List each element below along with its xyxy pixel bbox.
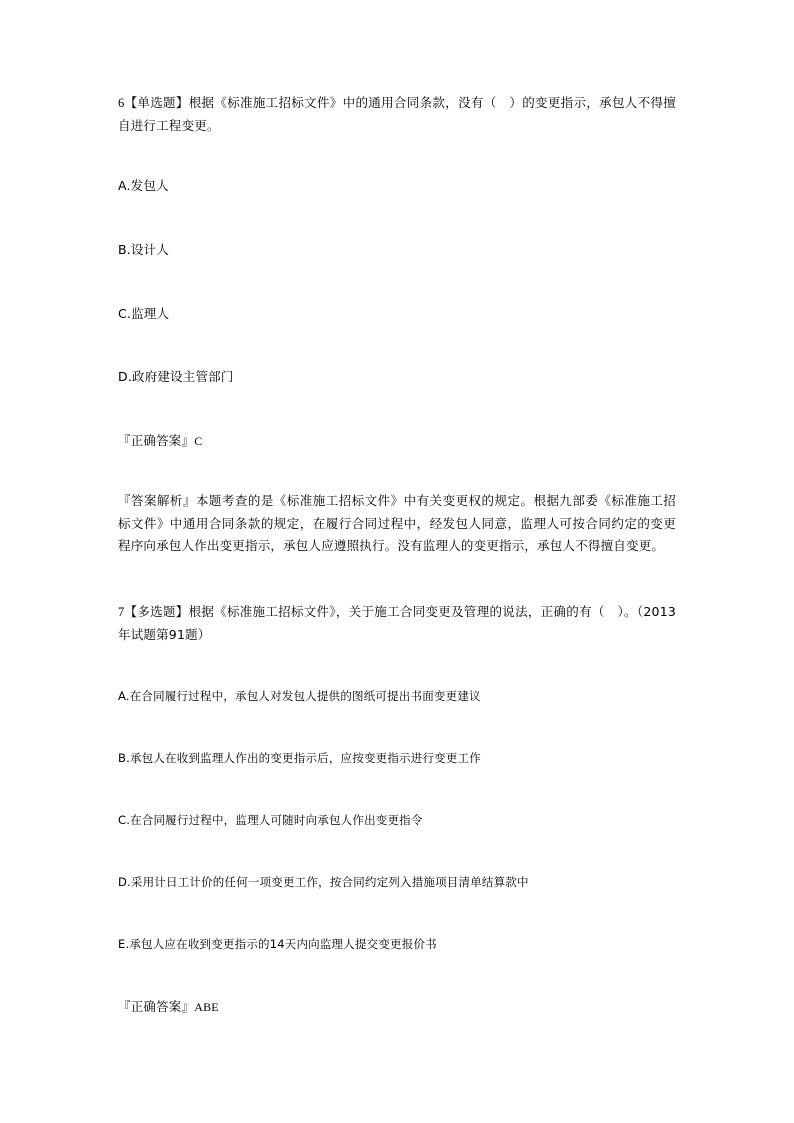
question-6-answer [118, 430, 676, 452]
question-7-option-d[interactable]: D.采用计日工计价的任何一项变更工作，按合同约定列入措施项目清单结算款中 [118, 875, 529, 890]
document-body [118, 92, 676, 1018]
question-6-answer-label: 『正确答案』 [118, 433, 195, 449]
question-7-option-c[interactable]: C.在合同履行过程中，监理人可随时向承包人作出变更指令 [118, 813, 423, 827]
question-6-answer-value: C [194, 434, 203, 449]
question-6-analysis [118, 490, 676, 557]
question-7-answer-value: ABE [194, 1000, 219, 1015]
question-6-number: 6 [118, 96, 125, 110]
question-6-text: 根据《标准施工招标文件》中的通用合同条款，没有（ ）的变更指示，承包人不得擅自进行工程变更。 [118, 95, 676, 133]
question-6-analysis-label: 『答案解析』 [118, 493, 196, 509]
question-7-answer-label: 『正确答案』 [118, 999, 195, 1015]
question-7-type: 【多选题】 [124, 604, 189, 619]
question-6-option-c[interactable]: C.监理人 [118, 305, 170, 321]
question-6-option-d[interactable]: D.政府建设主管部门 [118, 369, 234, 385]
question-7-text: 根据《标准施工招标文件》，关于施工合同变更及管理的说法，正确的有（ ）。（2013年试题第91题） [118, 604, 676, 642]
question-7-answer [118, 996, 676, 1018]
question-6-analysis-text: 本题考查的是《标准施工招标文件》中有关变更权的规定。根据九部委《标准施工招标文件》中通用合同条款的规定，在履行合同过程中，经发包人同意，监理人可按合同约定的变更程序向承包人作出变更指示，承包人应遵照执行。没有监理人的变更指示，承包人不得擅自变更。 [118, 493, 676, 553]
question-7-option-a[interactable]: A.在合同履行过程中，承包人对发包人提供的图纸可提出书面变更建议 [118, 688, 481, 703]
question-6-type: 【单选题】 [124, 95, 189, 110]
question-7-option-e[interactable]: E.承包人应在收到变更指示的14天内向监理人提交变更报价书 [118, 937, 437, 952]
question-6-option-a[interactable]: A.发包人 [118, 177, 169, 193]
question-7-number: 7 [118, 605, 125, 619]
question-6-option-b[interactable]: B.设计人 [118, 241, 170, 257]
question-6-stem [118, 92, 676, 137]
question-7-option-b[interactable]: B.承包人在收到监理人作出的变更指示后，应按变更指示进行变更工作 [118, 750, 481, 765]
question-7-stem [118, 601, 676, 646]
